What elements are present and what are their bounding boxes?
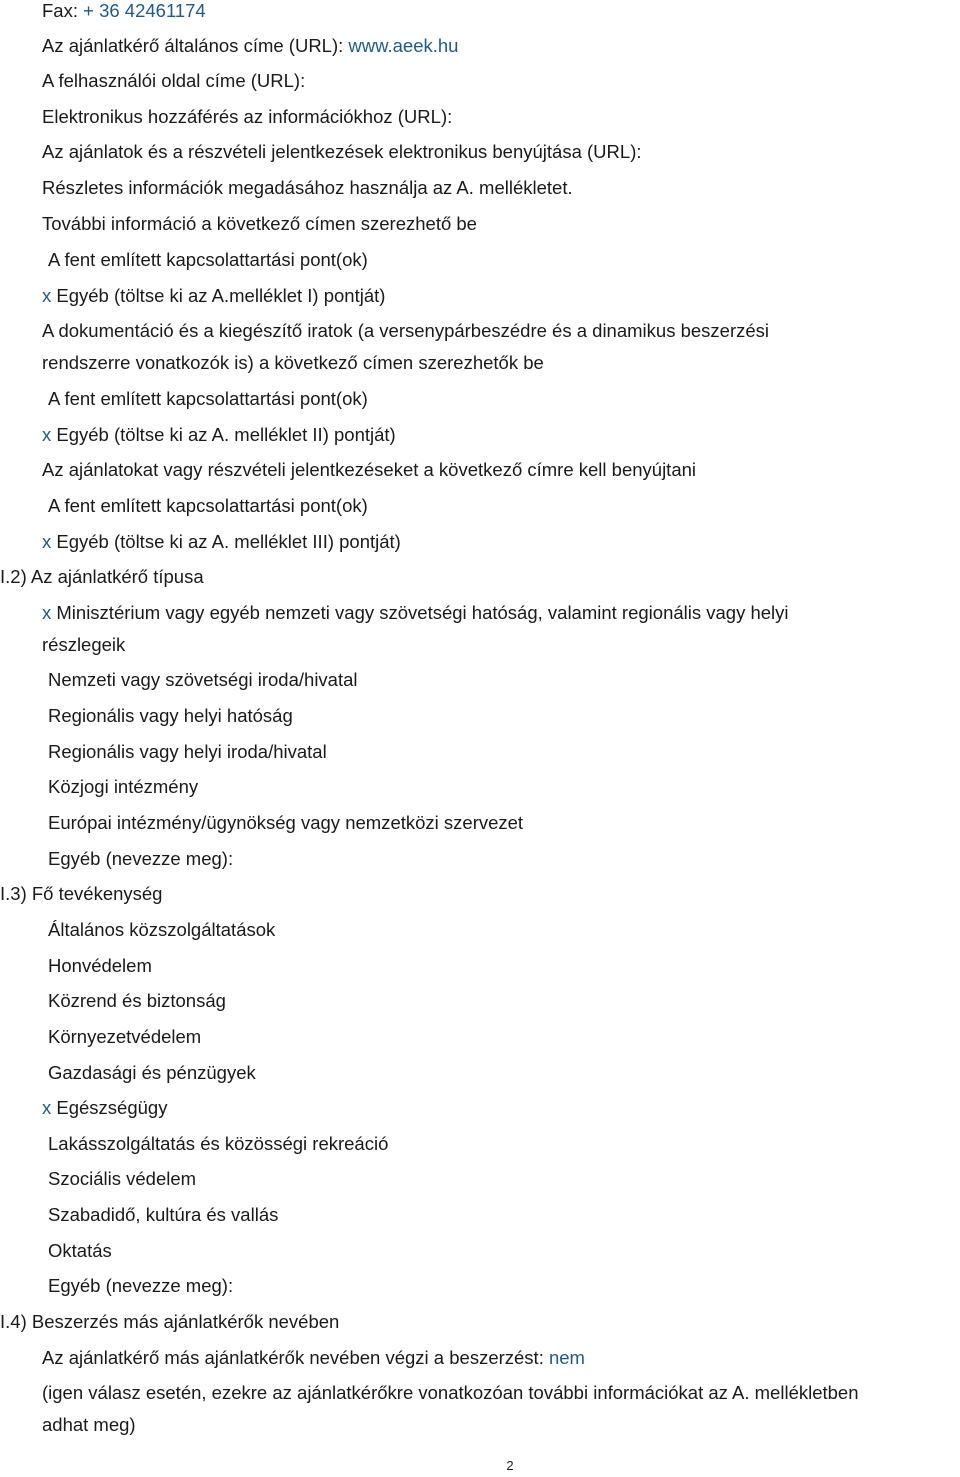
section-1-4-title: I.4) Beszerzés más ajánlatkérők nevében bbox=[0, 1311, 340, 1332]
further-info-option-above: A fent említett kapcsolattartási pont(ok) bbox=[48, 249, 368, 270]
section-1-3-option: Honvédelem bbox=[48, 955, 152, 976]
section-1-2-selected-cont: részlegeik bbox=[42, 634, 126, 655]
check-mark: x bbox=[42, 424, 52, 445]
fax-line bbox=[42, 0, 206, 22]
section-1-3-title: I.3) Fő tevékenység bbox=[0, 883, 163, 904]
section-1-4-note-line1: (igen válasz esetén, ezekre az ajánlatkérőkre vonatkozóan további információkat az A. mellékletben bbox=[42, 1382, 859, 1403]
section-1-2-selected bbox=[42, 602, 789, 624]
details-note: Részletes információk megadásához használja az A. mellékletet. bbox=[42, 177, 573, 198]
url-label: Az ajánlatkérő általános címe (URL): bbox=[42, 35, 344, 56]
section-1-3-option: Lakásszolgáltatás és közösségi rekreáció bbox=[48, 1133, 389, 1154]
section-1-3-option: Általános közszolgáltatások bbox=[48, 919, 276, 940]
url-line bbox=[42, 35, 458, 57]
documentation-option-other bbox=[42, 424, 396, 446]
section-1-3-option: Környezetvédelem bbox=[48, 1026, 202, 1047]
section-1-2-option: Nemzeti vagy szövetségi iroda/hivatal bbox=[48, 669, 358, 690]
electronic-submission-line: Az ajánlatok és a részvételi jelentkezések elektronikus benyújtása (URL): bbox=[42, 141, 642, 162]
fax-label: Fax: bbox=[42, 0, 78, 21]
section-1-4-question bbox=[42, 1347, 585, 1369]
section-1-2-option: Közjogi intézmény bbox=[48, 776, 199, 797]
submission-option-above: A fent említett kapcsolattartási pont(ok) bbox=[48, 495, 368, 516]
answer-value: nem bbox=[548, 1347, 585, 1368]
check-mark: x bbox=[42, 285, 52, 306]
section-1-2-title: I.2) Az ajánlatkérő típusa bbox=[0, 566, 204, 587]
option-label: Egyéb (töltse ki az A. melléklet III) pontját) bbox=[56, 531, 401, 552]
submission-heading: Az ajánlatokat vagy részvételi jelentkezéseket a következő címre kell benyújtani bbox=[42, 459, 697, 480]
check-mark: x bbox=[42, 531, 52, 552]
section-1-3-option: Egyéb (nevezze meg): bbox=[48, 1275, 234, 1296]
section-1-2-option: Regionális vagy helyi iroda/hivatal bbox=[48, 741, 327, 762]
section-1-4-note-line2: adhat meg) bbox=[42, 1414, 136, 1435]
url-link[interactable]: www.aeek.hu bbox=[348, 35, 459, 56]
further-info-option-other bbox=[42, 285, 385, 307]
page-number: 2 bbox=[506, 1458, 514, 1473]
further-info-heading: További információ a következő címen szerezhető be bbox=[42, 213, 477, 234]
section-1-3-option: Oktatás bbox=[48, 1240, 112, 1261]
section-1-3-option: Szociális védelem bbox=[48, 1168, 197, 1189]
option-label: Egészségügy bbox=[56, 1097, 168, 1118]
section-1-3-option: Közrend és biztonság bbox=[48, 990, 226, 1011]
section-1-3-selected bbox=[42, 1097, 167, 1119]
section-1-3-option: Gazdasági és pénzügyek bbox=[48, 1062, 256, 1083]
fax-value: + 36 42461174 bbox=[83, 0, 206, 21]
documentation-option-above: A fent említett kapcsolattartási pont(ok) bbox=[48, 388, 368, 409]
documentation-heading-line1: A dokumentáció és a kiegészítő iratok (a versenypárbeszédre és a dinamikus beszerzési bbox=[42, 320, 770, 341]
section-1-3-option: Szabadidő, kultúra és vallás bbox=[48, 1204, 279, 1225]
question-label: Az ajánlatkérő más ajánlatkérők nevében végzi a beszerzést: bbox=[42, 1347, 544, 1368]
section-1-2-option: Európai intézmény/ügynökség vagy nemzetközi szervezet bbox=[48, 812, 524, 833]
section-1-2-option: Regionális vagy helyi hatóság bbox=[48, 705, 293, 726]
option-label: Egyéb (töltse ki az A.melléklet I) pontját) bbox=[56, 285, 386, 306]
section-1-2-option: Egyéb (nevezze meg): bbox=[48, 848, 234, 869]
option-label: Minisztérium vagy egyéb nemzeti vagy szövetségi hatóság, valamint regionális vagy helyi bbox=[56, 602, 789, 623]
check-mark: x bbox=[42, 602, 52, 623]
electronic-access-line: Elektronikus hozzáférés az információkhoz (URL): bbox=[42, 106, 453, 127]
buyer-profile-line: A felhasználói oldal címe (URL): bbox=[42, 70, 306, 91]
option-label: Egyéb (töltse ki az A. melléklet II) pontját) bbox=[56, 424, 396, 445]
check-mark: x bbox=[42, 1097, 52, 1118]
submission-option-other bbox=[42, 531, 401, 553]
documentation-heading-line2: rendszerre vonatkozók is) a következő címen szerezhetők be bbox=[42, 352, 544, 373]
